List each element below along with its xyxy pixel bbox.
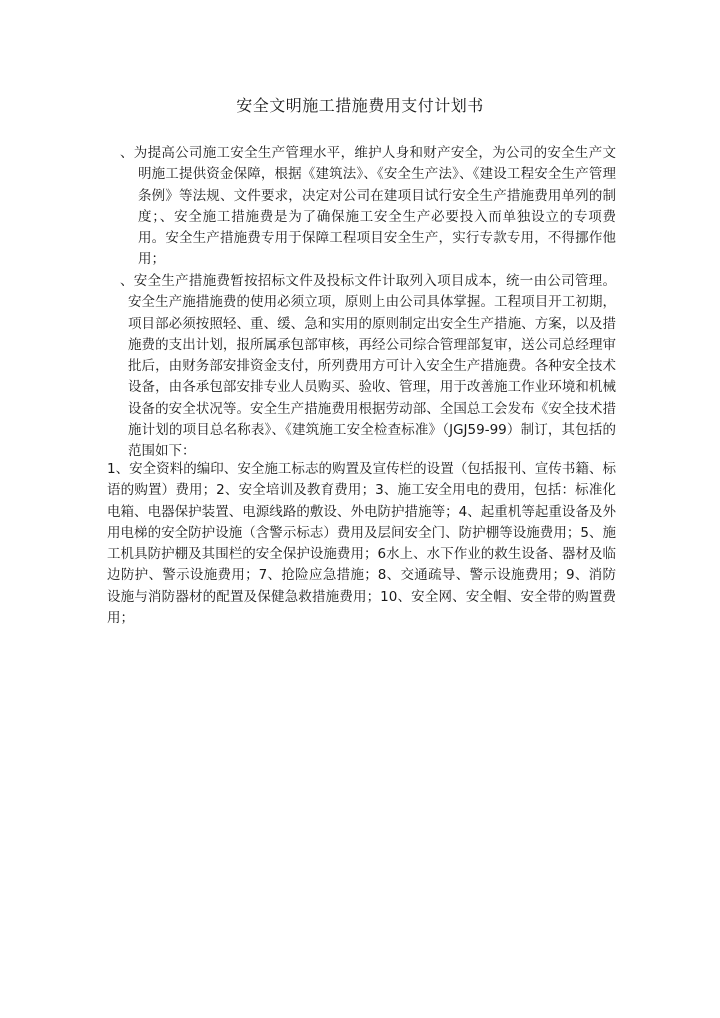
paragraph-funding-purpose bbox=[120, 143, 616, 271]
paragraph-text: 、为提高公司施工安全生产管理水平，维护人身和财产安全，为公司的安全生产文明施工提供资金保障，根据《建筑法》、《安全生产法》、《建设工程安全生产管理条例》等法规、文件要求，决定对公司在建项目试行安全生产措施费用单列的制度；、安全施工措施费是为了确保施工安全生产必要投入而单独设立的专项费用。安全生产措施费专用于保障工程项目安全生产，实行专款专用，不得挪作他用； bbox=[120, 145, 616, 268]
paragraph-cost-management bbox=[120, 271, 616, 463]
paragraph-text: 、安全生产措施费暂按招标文件及投标文件计取列入项目成本，统一由公司管理。安全生产施措施费的使用必须立项，原则上由公司具体掌握。工程项目开工初期，项目部必须按照轻、重、缓、急和实用的原则制定出安全生产措施、方案，以及措施费的支出计划，报所属承包部审核，再经公司综合管理部复审，送公司总经理审批后，由财务部安排资金支付，所列费用方可计入安全生产措施费。各种安全技术设备，由各承包部安排专业人员购买、验收、管理，用于改善施工作业环境和机械设备的安全状况等。安全生产措施费用根据劳动部、全国总工会发布《安全技术措施计划的项目总名称表》、《建筑施工安全检查标准》（JGJ59-99）制订，其包括的范围如下： bbox=[120, 273, 616, 460]
document-title: 安全文明施工措施费用支付计划书 bbox=[236, 96, 484, 115]
paragraph-cost-scope-list: 1、安全资料的编印、安全施工标志的购置及宣传栏的设置（包括报刊、宣传书籍、标语的购置）费用；2、安全培训及教育费用；3、施工安全用电的费用，包括：标准化电箱、电器保护装置、电源线路的敷设、外电防护措施等；4、起重机等起重设备及外用电梯的安全防护设施（含警示标志）费用及层间安全门、防护棚等设施费用；5、施工机具防护棚及其围栏的安全保护设施费用；6水上、水下作业的救生设备、器材及临边防护、警示设施费用；7、抢险应急措施；8、交通疏导、警示设施费用；9、消防设施与消防器材的配置及保健急救措施费用；10、安全网、安全帽、安全带的购置费用； bbox=[107, 461, 616, 627]
